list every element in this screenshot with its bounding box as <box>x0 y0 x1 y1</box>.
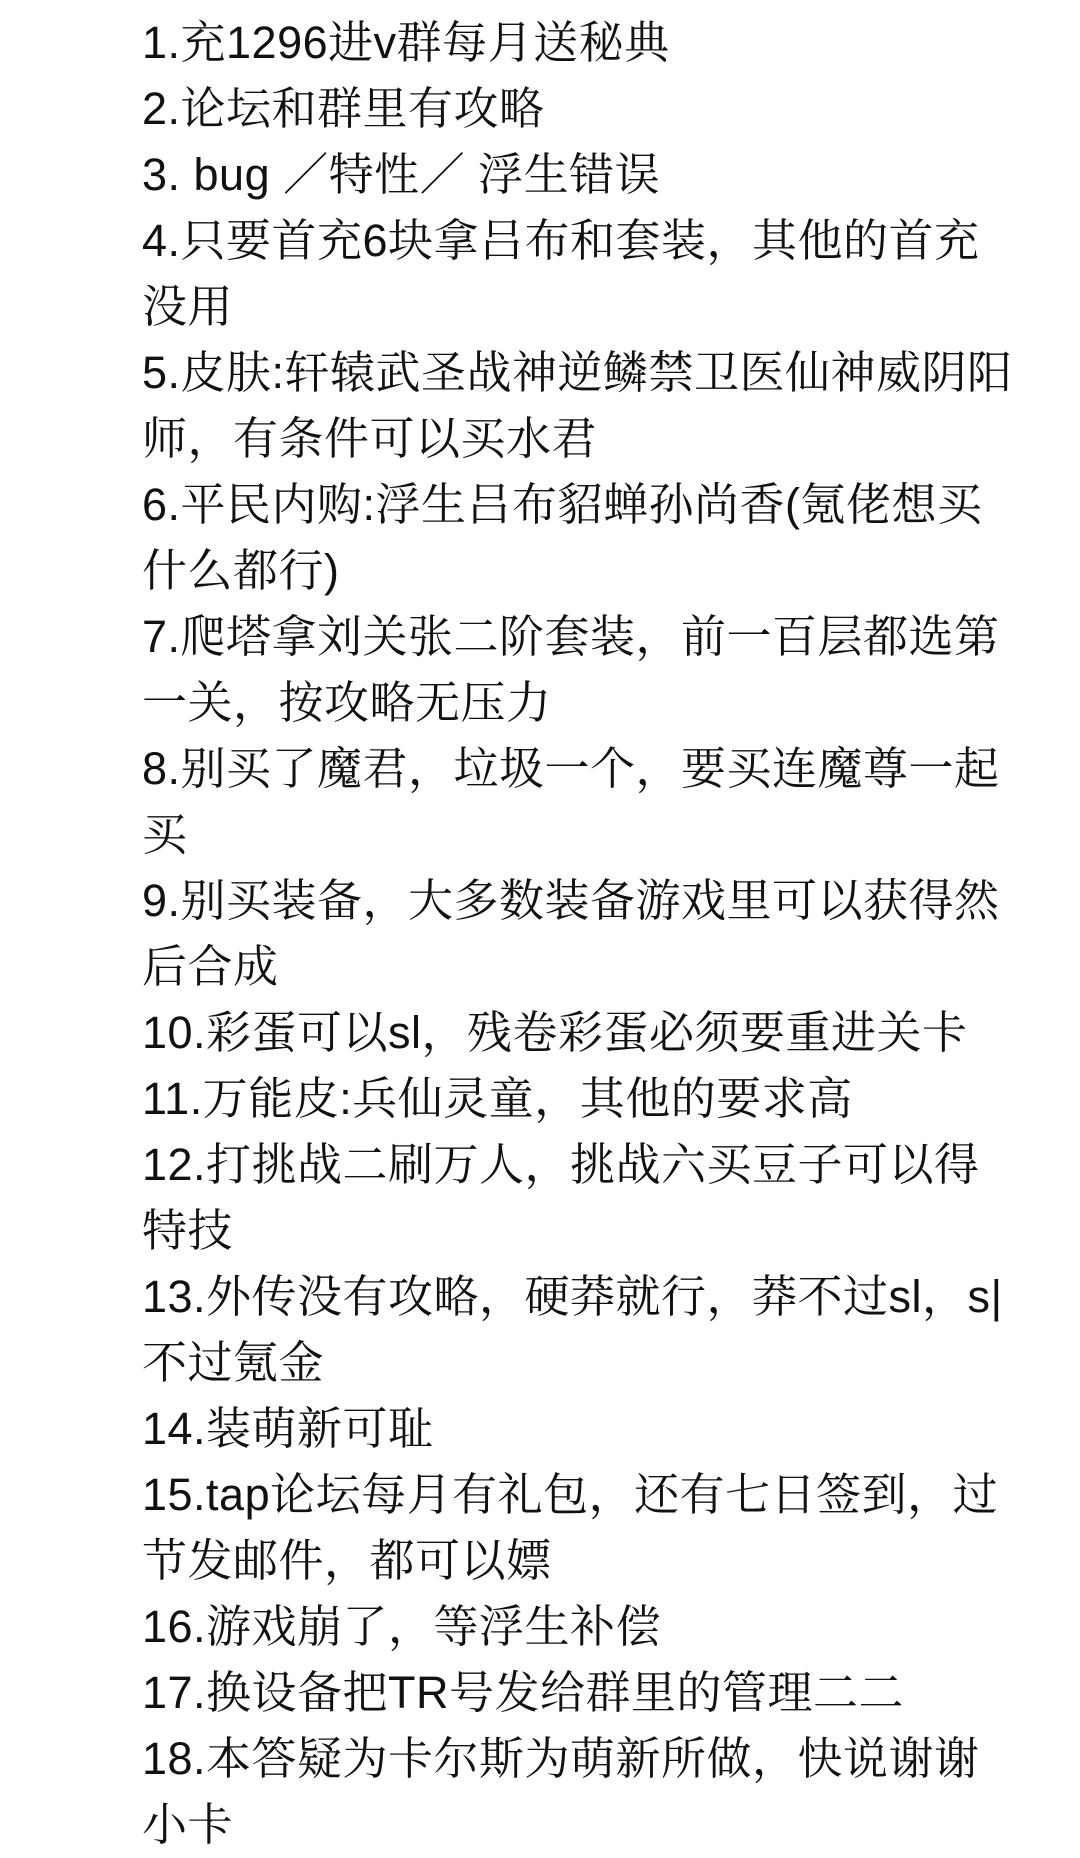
text-line: 10.彩蛋可以sl，残卷彩蛋必须要重进关卡 <box>142 1007 968 1058</box>
text-line: 12.打挑战二刷万人，挑战六买豆子可以得特技 <box>142 1139 980 1256</box>
text-line: 17.换设备把TR号发给群里的管理二二 <box>142 1667 905 1718</box>
text-line: 11.万能皮:兵仙灵童，其他的要求高 <box>142 1073 853 1124</box>
text-line: 9.别买装备，大多数装备游戏里可以获得然后合成 <box>142 875 1000 992</box>
text-line: 6.平民内购:浮生吕布貂蝉孙尚香(氪佬想买什么都行) <box>142 479 983 596</box>
text-line: 16.游戏崩了，等浮生补偿 <box>142 1601 662 1652</box>
text-line: 13.外传没有攻略，硬莽就行，莽不过sl，s|不过氪金 <box>142 1271 1003 1388</box>
text-line: 18.本答疑为卡尔斯为萌新所做，快说谢谢小卡 <box>142 1733 980 1850</box>
text-line: 15.tap论坛每月有礼包，还有七日签到，过节发邮件，都可以嫖 <box>142 1469 999 1586</box>
text-line: 5.皮肤:轩辕武圣战神逆鳞禁卫医仙神威阴阳师，有条件可以买水君 <box>142 347 1013 464</box>
text-line: 1.充1296进v群每月送秘典 <box>142 17 670 68</box>
text-line: 7.爬塔拿刘关张二阶套装，前一百层都选第一关，按攻略无压力 <box>142 611 1000 728</box>
text-line: 8.别买了魔君，垃圾一个，要买连魔尊一起买 <box>142 743 1000 860</box>
text-line: 2.论坛和群里有攻略 <box>142 83 545 134</box>
text-line: 14.装萌新可耻 <box>142 1403 434 1454</box>
text-line: 4.只要首充6块拿吕布和套装，其他的首充没用 <box>142 215 980 332</box>
text-line: 3. bug ／特性／ 浮生错误 <box>142 149 661 200</box>
